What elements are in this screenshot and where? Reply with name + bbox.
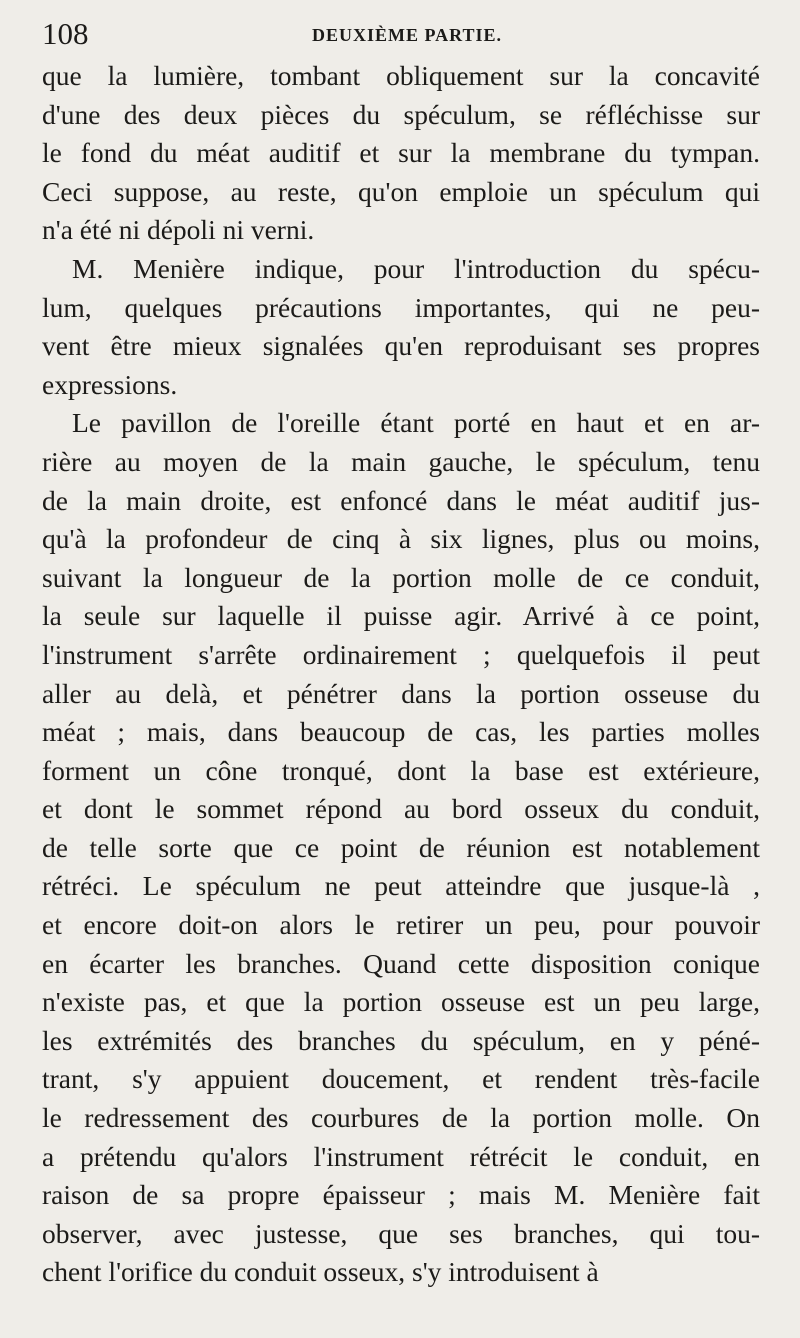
text-line: que la lumière, tombant obliquement sur la concavité xyxy=(42,60,760,91)
page-number: 108 xyxy=(42,16,89,51)
text-line: le fond du méat auditif et sur la membrane du tympan. xyxy=(42,137,760,169)
text-line: rétréci. Le spéculum ne peut atteindre que jusque-là , xyxy=(42,870,760,902)
text-line: de la main droite, est enfoncé dans le méat auditif jus- xyxy=(42,484,760,516)
text-line: suivant la longueur de la portion molle de ce conduit, xyxy=(42,561,760,593)
text-line: aller au delà, et pénétrer dans la portion osseuse du xyxy=(42,677,760,709)
text-line: le redressement des courbures de la portion molle. On xyxy=(42,1102,760,1134)
text-line: raison de sa propre épaisseur ; mais M. Menière fait xyxy=(42,1179,760,1211)
text-line: n'a été ni dépoli ni verni. xyxy=(42,214,315,246)
text-line: Ceci suppose, au reste, qu'on emploie un spéculum qui xyxy=(42,175,760,207)
text-line: chent l'orifice du conduit osseux, s'y introduisent à xyxy=(42,1256,599,1288)
text-line: en écarter les branches. Quand cette disposition conique xyxy=(42,947,760,979)
text-line: les extrémités des branches du spéculum, en y péné- xyxy=(42,1024,760,1056)
text-line: Le pavillon de l'oreille étant porté en haut et en ar- xyxy=(72,407,760,439)
text-line: et dont le sommet répond au bord osseux du conduit, xyxy=(42,793,760,825)
running-head: DEUXIÈME PARTIE. xyxy=(312,25,503,45)
text-line: observer, avec justesse, que ses branches, qui tou- xyxy=(42,1217,760,1249)
text-line: de telle sorte que ce point de réunion est notablement xyxy=(42,831,760,863)
text-line: rière au moyen de la main gauche, le spéculum, tenu xyxy=(42,445,760,477)
text-line: trant, s'y appuient doucement, et rendent très-facile xyxy=(42,1063,760,1095)
text-line: et encore doit-on alors le retirer un peu, pour pouvoir xyxy=(42,909,760,941)
text-line: a prétendu qu'alors l'instrument rétrécit le conduit, en xyxy=(42,1140,760,1172)
page-header xyxy=(42,14,760,54)
text-line: la seule sur laquelle il puisse agir. Arrivé à ce point, xyxy=(42,600,760,632)
text-line: lum, quelques précautions importantes, qui ne peu- xyxy=(42,291,760,323)
text-line: vent être mieux signalées qu'en reproduisant ses propres xyxy=(42,330,760,362)
text-line: expressions. xyxy=(42,368,178,400)
text-line: forment un cône tronqué, dont la base est extérieure, xyxy=(42,754,760,786)
body-text xyxy=(42,57,760,1292)
text-line: qu'à la profondeur de cinq à six lignes, plus ou moins, xyxy=(42,523,760,555)
text-line: l'instrument s'arrête ordinairement ; quelquefois il peut xyxy=(42,638,760,670)
text-line: n'existe pas, et que la portion osseuse est un peu large, xyxy=(42,986,760,1018)
text-line: méat ; mais, dans beaucoup de cas, les parties molles xyxy=(42,716,760,748)
text-line: M. Menière indique, pour l'introduction du spécu- xyxy=(72,252,760,284)
text-line: d'une des deux pièces du spéculum, se réfléchisse sur xyxy=(42,98,760,130)
